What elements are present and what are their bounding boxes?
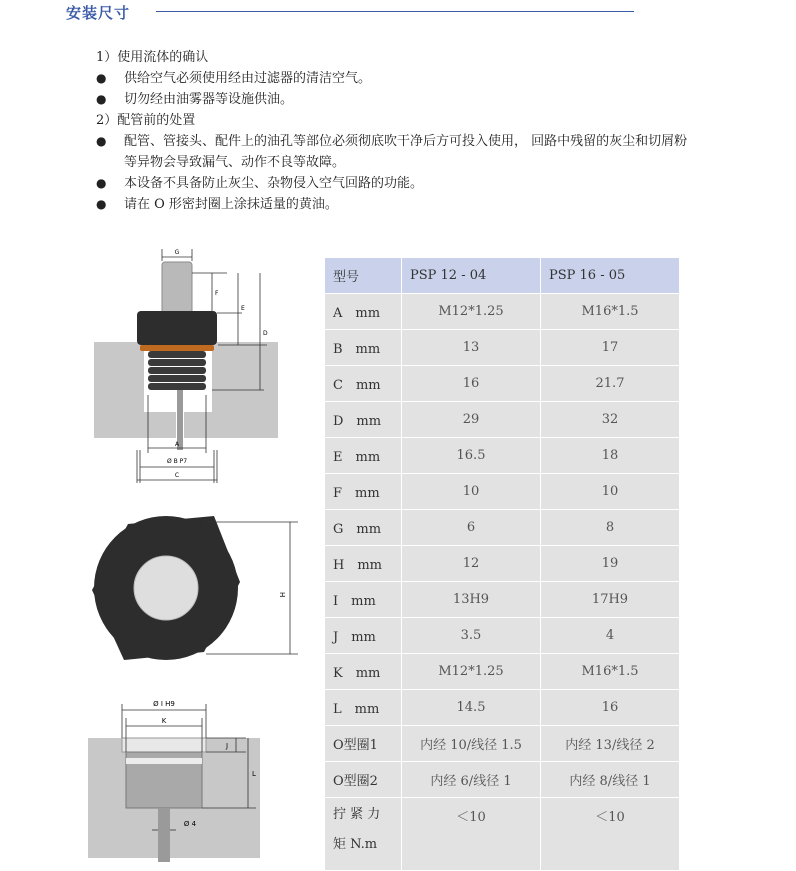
row-label: A mm: [325, 294, 402, 330]
bullet-icon: ●: [96, 92, 107, 106]
table-row: [325, 726, 680, 762]
label-d4: Ø 4: [183, 820, 197, 828]
row-label: 拧 紧 力 矩 N.m: [325, 798, 402, 871]
label-d: D: [263, 330, 268, 337]
label-h: H: [278, 592, 286, 598]
table-row: [325, 330, 680, 366]
port-ring: [126, 758, 202, 764]
port-section-figure: [86, 690, 266, 862]
bullet-icon: ●: [96, 134, 107, 148]
cell: 10: [541, 474, 680, 510]
cell: 内经 8/线径 1: [541, 762, 680, 798]
shaft: [162, 262, 192, 314]
bullet-item: ● 切勿经由油雾器等设施供油。: [96, 89, 696, 110]
cell: M16*1.5: [541, 654, 680, 690]
cell: 8: [541, 510, 680, 546]
label-f: F: [215, 290, 219, 297]
bullet-icon: ●: [96, 197, 107, 211]
row-label: K mm: [325, 654, 402, 690]
cell: M12*1.25: [402, 654, 541, 690]
cell: 13H9: [402, 582, 541, 618]
side-section-figure: [92, 245, 282, 490]
hex-body: [137, 311, 217, 345]
bullet-icon: ●: [96, 71, 107, 85]
cell: 内经 10/线径 1.5: [402, 726, 541, 762]
cell: 13: [402, 330, 541, 366]
bullet-item: ● 配管、管接头、配件上的油孔等部位必须彻底吹干净后方可投入使用， 回路中残留的灰尘和切屑粉等异物会导致漏气、动作不良等故障。: [96, 131, 696, 173]
section-title: 安装尺寸: [66, 4, 131, 22]
table-row: [325, 762, 680, 798]
table-row: [325, 474, 680, 510]
table-row: [325, 546, 680, 582]
cell: 21.7: [541, 366, 680, 402]
title-rule: [156, 11, 634, 12]
label-l: L: [252, 770, 256, 778]
cell: 3.5: [402, 618, 541, 654]
section-heading: 1）使用流体的确认: [96, 50, 209, 65]
shaft-end: [134, 556, 198, 620]
table-row: [325, 654, 680, 690]
table-row: [325, 294, 680, 330]
spec-table: [324, 257, 680, 871]
label-c: C: [174, 472, 180, 479]
label-e: E: [241, 305, 245, 312]
table-row: [325, 366, 680, 402]
cell: 12: [402, 546, 541, 582]
port-channel: [158, 808, 170, 862]
port-counterbore: [122, 738, 206, 752]
cell: 29: [402, 402, 541, 438]
row-label: O型圈1: [325, 726, 402, 762]
cell: 内经 6/线径 1: [402, 762, 541, 798]
cell: M12*1.25: [402, 294, 541, 330]
cell: 16: [402, 366, 541, 402]
cell: M16*1.5: [541, 294, 680, 330]
bullet-item: ● 本设备不具备防止灰尘、杂物侵入空气回路的功能。: [96, 173, 696, 194]
row-label: F mm: [325, 474, 402, 510]
column-header: PSP 16 - 05: [541, 258, 680, 294]
cell: 19: [541, 546, 680, 582]
cell: 10: [402, 474, 541, 510]
column-header: 型号: [325, 258, 402, 294]
row-label: I mm: [325, 582, 402, 618]
row-label: B mm: [325, 330, 402, 366]
cell: 6: [402, 510, 541, 546]
cell: ＜10: [402, 798, 541, 871]
cell: 17H9: [541, 582, 680, 618]
row-label: G mm: [325, 510, 402, 546]
cell: 16.5: [402, 438, 541, 474]
cell: 17: [541, 330, 680, 366]
row-label: J mm: [325, 618, 402, 654]
bullet-item: ● 供给空气必须使用经由过滤器的清洁空气。: [96, 68, 696, 89]
row-label: C mm: [325, 366, 402, 402]
cell: ＜10: [541, 798, 680, 871]
section-heading: 2）配管前的处置: [96, 113, 196, 128]
label-a: A: [174, 441, 180, 448]
cell: 18: [541, 438, 680, 474]
bullet-icon: ●: [96, 176, 107, 190]
row-label: E mm: [325, 438, 402, 474]
row-label: H mm: [325, 546, 402, 582]
cell: 4: [541, 618, 680, 654]
table-row: [325, 438, 680, 474]
label-j: J: [226, 742, 229, 750]
cell: 14.5: [402, 690, 541, 726]
table-row: [325, 510, 680, 546]
table-header-row: [325, 258, 680, 294]
threads: [148, 351, 206, 390]
column-header: PSP 12 - 04: [402, 258, 541, 294]
notes-block: [96, 47, 696, 215]
label-g: G: [174, 249, 180, 256]
cell: 内经 13/线径 2: [541, 726, 680, 762]
row-label: L mm: [325, 690, 402, 726]
table-row: [325, 402, 680, 438]
row-label: O型圈2: [325, 762, 402, 798]
label-k: K: [161, 717, 167, 725]
table-row: [325, 690, 680, 726]
row-label: D mm: [325, 402, 402, 438]
table-row: [325, 618, 680, 654]
cell: 32: [541, 402, 680, 438]
table-row: [325, 582, 680, 618]
top-view-figure: [88, 512, 300, 662]
o-ring: [140, 345, 214, 351]
bullet-item: ● 请在 O 形密封圈上涂抹适量的黄油。: [96, 194, 696, 215]
label-b: Ø B P7: [166, 458, 188, 465]
cell: 16: [541, 690, 680, 726]
label-i: Ø I H9: [153, 700, 175, 708]
table-row: [325, 798, 680, 871]
